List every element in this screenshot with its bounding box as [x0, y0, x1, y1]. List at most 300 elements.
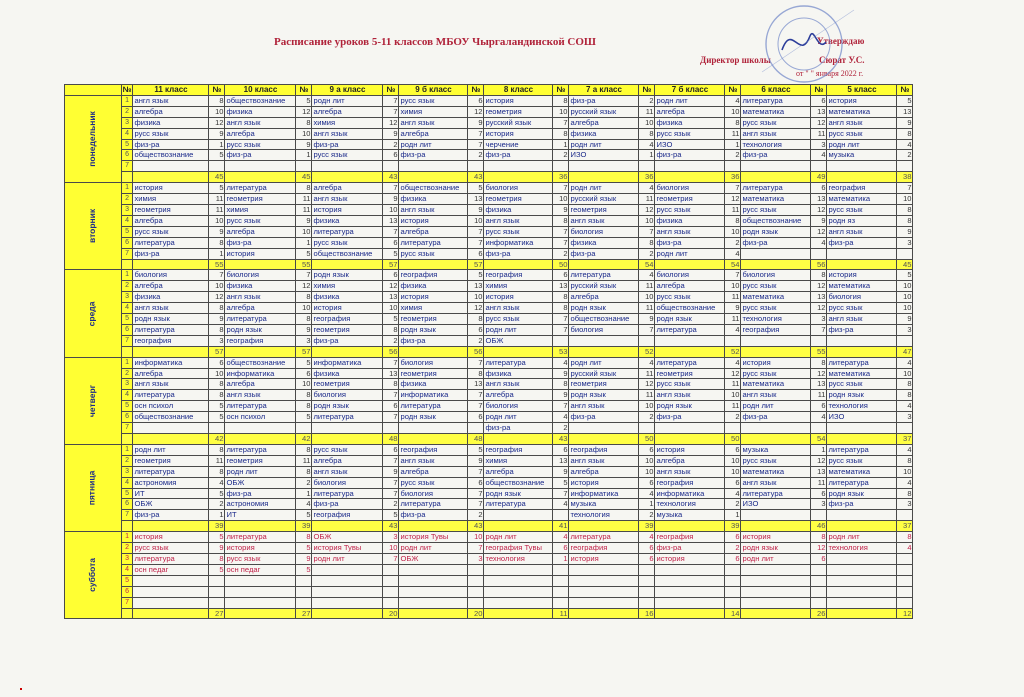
subject-cell: алгебра [484, 466, 553, 477]
day-total-value: 39 [639, 521, 655, 532]
day-total-value: 36 [553, 172, 569, 183]
hours-cell: 8 [897, 204, 913, 215]
day-total-row [65, 521, 913, 532]
hours-cell: 6 [468, 412, 484, 423]
lesson-number: 7 [121, 510, 133, 521]
subject-cell: литература [569, 270, 639, 281]
subject-cell: геометрия [225, 194, 296, 205]
subject-cell: русс язык [484, 226, 553, 237]
hours-cell: 12 [811, 455, 827, 466]
subject-cell: химия [312, 117, 383, 128]
subject-cell: технология [569, 510, 639, 521]
lesson-row [65, 226, 913, 237]
hours-cell: 2 [725, 150, 741, 161]
subject-cell: география [133, 335, 209, 346]
subject-cell: физ-ра [741, 412, 811, 423]
hours-cell: 4 [553, 412, 569, 423]
subject-cell: геометрия [312, 379, 383, 390]
hours-cell [639, 335, 655, 346]
lesson-row [65, 357, 913, 368]
hours-cell: 12 [383, 281, 399, 292]
subject-cell: физика [312, 368, 383, 379]
subject-cell: физика [399, 194, 468, 205]
class-header: 7 б класс [655, 85, 725, 96]
subject-cell [741, 161, 811, 172]
hours-cell: 6 [383, 444, 399, 455]
hours-cell [897, 161, 913, 172]
subject-cell: астрономия [225, 499, 296, 510]
day-total-value: 57 [296, 346, 312, 357]
total-spacer [133, 172, 209, 183]
lesson-row [65, 532, 913, 543]
hours-cell: 9 [553, 466, 569, 477]
number-header: № [725, 85, 741, 96]
subject-cell: ИТ [133, 488, 209, 499]
subject-cell: русс язык [655, 128, 725, 139]
hours-cell: 8 [811, 270, 827, 281]
subject-cell: литература [484, 499, 553, 510]
hours-cell: 12 [639, 379, 655, 390]
hours-cell: 11 [639, 368, 655, 379]
day-block [65, 357, 913, 444]
subject-cell: ИТ [225, 510, 296, 521]
day-total-value: 53 [553, 346, 569, 357]
hours-cell: 10 [639, 466, 655, 477]
subject-cell [655, 586, 725, 597]
subject-cell: родн лит [484, 532, 553, 543]
subject-cell: физ-ра [569, 248, 639, 259]
hours-cell: 4 [897, 357, 913, 368]
hours-cell [811, 586, 827, 597]
subject-cell: геометрия [569, 204, 639, 215]
hours-cell: 8 [296, 117, 312, 128]
class-header: 10 класс [225, 85, 296, 96]
day-block [65, 444, 913, 531]
subject-cell: литература [133, 324, 209, 335]
day-total-value: 52 [639, 346, 655, 357]
subject-cell [133, 597, 209, 608]
hours-cell: 1 [639, 499, 655, 510]
subject-cell [827, 335, 897, 346]
number-header: № [553, 85, 569, 96]
subject-cell: история [827, 270, 897, 281]
hours-cell [725, 335, 741, 346]
subject-cell: физ-ра [312, 499, 383, 510]
total-spacer [225, 346, 296, 357]
subject-cell: англ язык [741, 390, 811, 401]
hours-cell: 13 [897, 106, 913, 117]
hours-cell: 8 [553, 128, 569, 139]
hours-cell: 13 [553, 281, 569, 292]
subject-cell: биология [569, 324, 639, 335]
day-label [65, 532, 122, 619]
hours-cell: 9 [468, 204, 484, 215]
day-total-value: 43 [468, 521, 484, 532]
hours-cell [811, 564, 827, 575]
hours-cell: 3 [209, 335, 225, 346]
lesson-row [65, 564, 913, 575]
subject-cell [569, 564, 639, 575]
day-total-value: 20 [383, 608, 399, 619]
hours-cell [725, 423, 741, 434]
hours-cell [811, 575, 827, 586]
subject-cell: физ-ра [225, 237, 296, 248]
subject-cell: физ-ра [399, 150, 468, 161]
hours-cell: 7 [725, 183, 741, 194]
total-spacer [121, 259, 133, 270]
day-total-value: 52 [725, 346, 741, 357]
hours-cell: 7 [383, 357, 399, 368]
subject-cell: родн лит [741, 401, 811, 412]
subject-cell: география Тувы [484, 543, 553, 554]
lesson-row [65, 543, 913, 554]
total-spacer [133, 521, 209, 532]
total-spacer [741, 259, 811, 270]
hours-cell [296, 586, 312, 597]
subject-cell [312, 423, 383, 434]
subject-cell: информатика [399, 390, 468, 401]
hours-cell [811, 423, 827, 434]
total-spacer [225, 259, 296, 270]
subject-cell: история [741, 357, 811, 368]
total-spacer [827, 346, 897, 357]
subject-cell [741, 335, 811, 346]
subject-cell [399, 564, 468, 575]
hours-cell: 8 [639, 128, 655, 139]
hours-cell: 2 [897, 150, 913, 161]
lesson-number: 1 [121, 270, 133, 281]
hours-cell: 7 [553, 401, 569, 412]
lesson-number: 7 [121, 161, 133, 172]
hours-cell: 4 [553, 499, 569, 510]
hours-cell: 10 [897, 281, 913, 292]
subject-cell: родн лит [399, 543, 468, 554]
lesson-number: 3 [121, 292, 133, 303]
subject-cell: история [399, 292, 468, 303]
hours-cell: 3 [811, 314, 827, 325]
hours-cell: 11 [725, 128, 741, 139]
hours-cell: 10 [296, 128, 312, 139]
subject-cell: химия [399, 106, 468, 117]
subject-cell: родн лит [484, 324, 553, 335]
hours-cell: 5 [209, 401, 225, 412]
hours-cell: 9 [296, 553, 312, 564]
hours-cell [553, 335, 569, 346]
subject-cell: русс язык [399, 248, 468, 259]
hours-cell: 10 [725, 281, 741, 292]
lesson-row [65, 553, 913, 564]
subject-cell: родн язык [655, 314, 725, 325]
subject-cell: русс язык [133, 543, 209, 554]
subject-cell: история [133, 532, 209, 543]
subject-cell [484, 575, 553, 586]
subject-cell: русский язык [569, 368, 639, 379]
hours-cell: 7 [725, 270, 741, 281]
subject-cell: информатика [569, 488, 639, 499]
hours-cell: 12 [383, 117, 399, 128]
hours-cell: 7 [811, 324, 827, 335]
subject-cell: литература [225, 532, 296, 543]
day-block [65, 532, 913, 619]
total-spacer [225, 172, 296, 183]
day-total-row [65, 346, 913, 357]
hours-cell: 8 [897, 532, 913, 543]
hours-cell: 10 [725, 226, 741, 237]
subject-cell: физ-ра [133, 139, 209, 150]
class-header: 6 класс [741, 85, 811, 96]
total-spacer [827, 521, 897, 532]
subject-cell: русс язык [741, 455, 811, 466]
subject-cell: физика [655, 215, 725, 226]
class-header: 9 б класс [399, 85, 468, 96]
subject-cell [399, 575, 468, 586]
subject-cell: англ язык [399, 455, 468, 466]
lesson-number: 6 [121, 237, 133, 248]
lesson-number: 1 [121, 444, 133, 455]
lesson-number: 5 [121, 314, 133, 325]
subject-cell: физика [312, 215, 383, 226]
hours-cell: 9 [209, 314, 225, 325]
lesson-number: 3 [121, 466, 133, 477]
day-label [65, 444, 122, 531]
lesson-row [65, 412, 913, 423]
hours-cell: 10 [209, 368, 225, 379]
day-total-value: 55 [209, 259, 225, 270]
subject-cell: родн язык [655, 401, 725, 412]
subject-cell: физ-ра [827, 237, 897, 248]
hours-cell: 2 [383, 499, 399, 510]
day-total-value: 26 [811, 608, 827, 619]
hours-cell: 4 [639, 357, 655, 368]
subject-cell: история [225, 543, 296, 554]
subject-cell [655, 161, 725, 172]
day-total-row [65, 434, 913, 445]
subject-cell: технология [827, 543, 897, 554]
subject-cell: обществознание [225, 95, 296, 106]
total-spacer [484, 259, 553, 270]
day-total-value: 39 [209, 521, 225, 532]
total-spacer [484, 172, 553, 183]
hours-cell: 13 [383, 368, 399, 379]
hours-cell [468, 575, 484, 586]
hours-cell: 11 [725, 292, 741, 303]
subject-cell: биология [484, 401, 553, 412]
hours-cell: 2 [639, 412, 655, 423]
lesson-row [65, 510, 913, 521]
total-spacer [312, 346, 383, 357]
hours-cell: 10 [296, 226, 312, 237]
day-total-value: 57 [209, 346, 225, 357]
subject-cell: химия [484, 455, 553, 466]
subject-cell [312, 161, 383, 172]
subject-cell [741, 423, 811, 434]
subject-cell: русс язык [312, 444, 383, 455]
hours-cell: 9 [553, 390, 569, 401]
director-label: Директор школы [700, 55, 771, 65]
hours-cell: 5 [383, 248, 399, 259]
hours-cell: 2 [639, 510, 655, 521]
hours-cell: 4 [639, 183, 655, 194]
hours-cell: 7 [383, 183, 399, 194]
subject-cell: геометрия [484, 194, 553, 205]
day-total-value: 14 [725, 608, 741, 619]
number-header: № [468, 85, 484, 96]
subject-cell [484, 510, 553, 521]
subject-cell: родн язык [484, 488, 553, 499]
subject-cell: математика [741, 194, 811, 205]
hours-cell: 5 [296, 510, 312, 521]
hours-cell: 7 [468, 466, 484, 477]
hours-cell: 11 [209, 194, 225, 205]
hours-cell: 8 [811, 532, 827, 543]
lesson-row [65, 204, 913, 215]
day-label [65, 183, 122, 270]
hours-cell: 13 [468, 281, 484, 292]
subject-cell: литература [741, 488, 811, 499]
subject-cell: физ-ра [741, 237, 811, 248]
hours-cell: 5 [468, 444, 484, 455]
subject-cell: русс язык [312, 237, 383, 248]
hours-cell: 3 [897, 324, 913, 335]
day-total-value: 50 [553, 259, 569, 270]
subject-cell: история Тувы [399, 532, 468, 543]
total-spacer [121, 346, 133, 357]
subject-cell: биология [399, 488, 468, 499]
hours-cell: 3 [897, 412, 913, 423]
lesson-number: 4 [121, 128, 133, 139]
hours-cell: 2 [725, 237, 741, 248]
total-spacer [484, 434, 553, 445]
lesson-row [65, 161, 913, 172]
subject-cell: физика [569, 237, 639, 248]
subject-cell: история [225, 248, 296, 259]
hours-cell: 4 [639, 139, 655, 150]
lesson-number: 2 [121, 455, 133, 466]
hours-cell: 1 [209, 510, 225, 521]
hours-cell: 6 [725, 444, 741, 455]
hours-cell: 5 [296, 412, 312, 423]
day-total-value: 43 [383, 172, 399, 183]
day-total-value: 45 [209, 172, 225, 183]
class-header: 7 а класс [569, 85, 639, 96]
subject-cell: алгебра [569, 466, 639, 477]
subject-cell: физика [225, 281, 296, 292]
subject-cell: ИЗО [827, 412, 897, 423]
hours-cell: 3 [811, 499, 827, 510]
hours-cell [897, 335, 913, 346]
day-total-value: 27 [209, 608, 225, 619]
subject-cell: родн лит [655, 248, 725, 259]
subject-cell: геометрия [225, 455, 296, 466]
day-label [65, 95, 122, 182]
hours-cell: 7 [468, 139, 484, 150]
hours-cell: 10 [725, 455, 741, 466]
hours-cell: 11 [811, 390, 827, 401]
total-spacer [827, 172, 897, 183]
subject-cell: черчение [484, 139, 553, 150]
hours-cell: 6 [553, 270, 569, 281]
hours-cell: 13 [383, 292, 399, 303]
day-block [65, 270, 913, 357]
subject-cell [312, 597, 383, 608]
subject-cell: русский язык [569, 106, 639, 117]
hours-cell: 6 [725, 532, 741, 543]
subject-cell: англ язык [741, 477, 811, 488]
subject-cell: биология [655, 183, 725, 194]
lesson-row [65, 597, 913, 608]
subject-cell: обществознание [133, 412, 209, 423]
subject-cell: геометрия [133, 204, 209, 215]
subject-cell: физ-ра [133, 248, 209, 259]
total-spacer [741, 346, 811, 357]
hours-cell: 8 [553, 215, 569, 226]
subject-cell: география [569, 444, 639, 455]
hours-cell: 2 [725, 543, 741, 554]
hours-cell [383, 423, 399, 434]
hours-cell: 3 [383, 532, 399, 543]
hours-cell: 8 [296, 183, 312, 194]
hours-cell [383, 564, 399, 575]
total-spacer [133, 346, 209, 357]
hours-cell: 10 [383, 303, 399, 314]
lesson-number: 2 [121, 543, 133, 554]
total-spacer [121, 521, 133, 532]
hours-cell: 11 [725, 401, 741, 412]
subject-cell: технология [741, 139, 811, 150]
hours-cell: 13 [468, 194, 484, 205]
hours-cell: 9 [468, 455, 484, 466]
lesson-number: 5 [121, 575, 133, 586]
subject-cell: англ язык [741, 128, 811, 139]
subject-cell: родн лит [133, 444, 209, 455]
hours-cell [209, 597, 225, 608]
subject-cell: математика [741, 379, 811, 390]
hours-cell: 9 [811, 215, 827, 226]
day-total-value: 20 [468, 608, 484, 619]
subject-cell: химия [225, 204, 296, 215]
hours-cell: 5 [296, 95, 312, 106]
hours-cell: 9 [383, 466, 399, 477]
hours-cell: 4 [897, 401, 913, 412]
hours-cell: 12 [468, 303, 484, 314]
day-name: вторник [86, 209, 97, 244]
hours-cell: 10 [639, 215, 655, 226]
lesson-number: 5 [121, 401, 133, 412]
subject-cell: физ-ра [484, 248, 553, 259]
lesson-number: 1 [121, 95, 133, 106]
total-spacer [133, 434, 209, 445]
subject-cell: история [741, 532, 811, 543]
lesson-row [65, 401, 913, 412]
day-total-value: 54 [725, 259, 741, 270]
subject-cell: технология [741, 314, 811, 325]
hours-cell: 10 [897, 466, 913, 477]
subject-cell [655, 597, 725, 608]
hours-cell: 11 [296, 194, 312, 205]
subject-cell: англ язык [312, 194, 383, 205]
day-total-value: 39 [296, 521, 312, 532]
hours-cell: 9 [209, 543, 225, 554]
number-header: № [811, 85, 827, 96]
day-total-row [65, 608, 913, 619]
day-total-row [65, 259, 913, 270]
subject-cell: биология [655, 270, 725, 281]
hours-cell: 10 [383, 543, 399, 554]
number-header: № [296, 85, 312, 96]
hours-cell: 5 [209, 183, 225, 194]
hours-cell: 12 [296, 106, 312, 117]
subject-cell: русский язык [484, 117, 553, 128]
